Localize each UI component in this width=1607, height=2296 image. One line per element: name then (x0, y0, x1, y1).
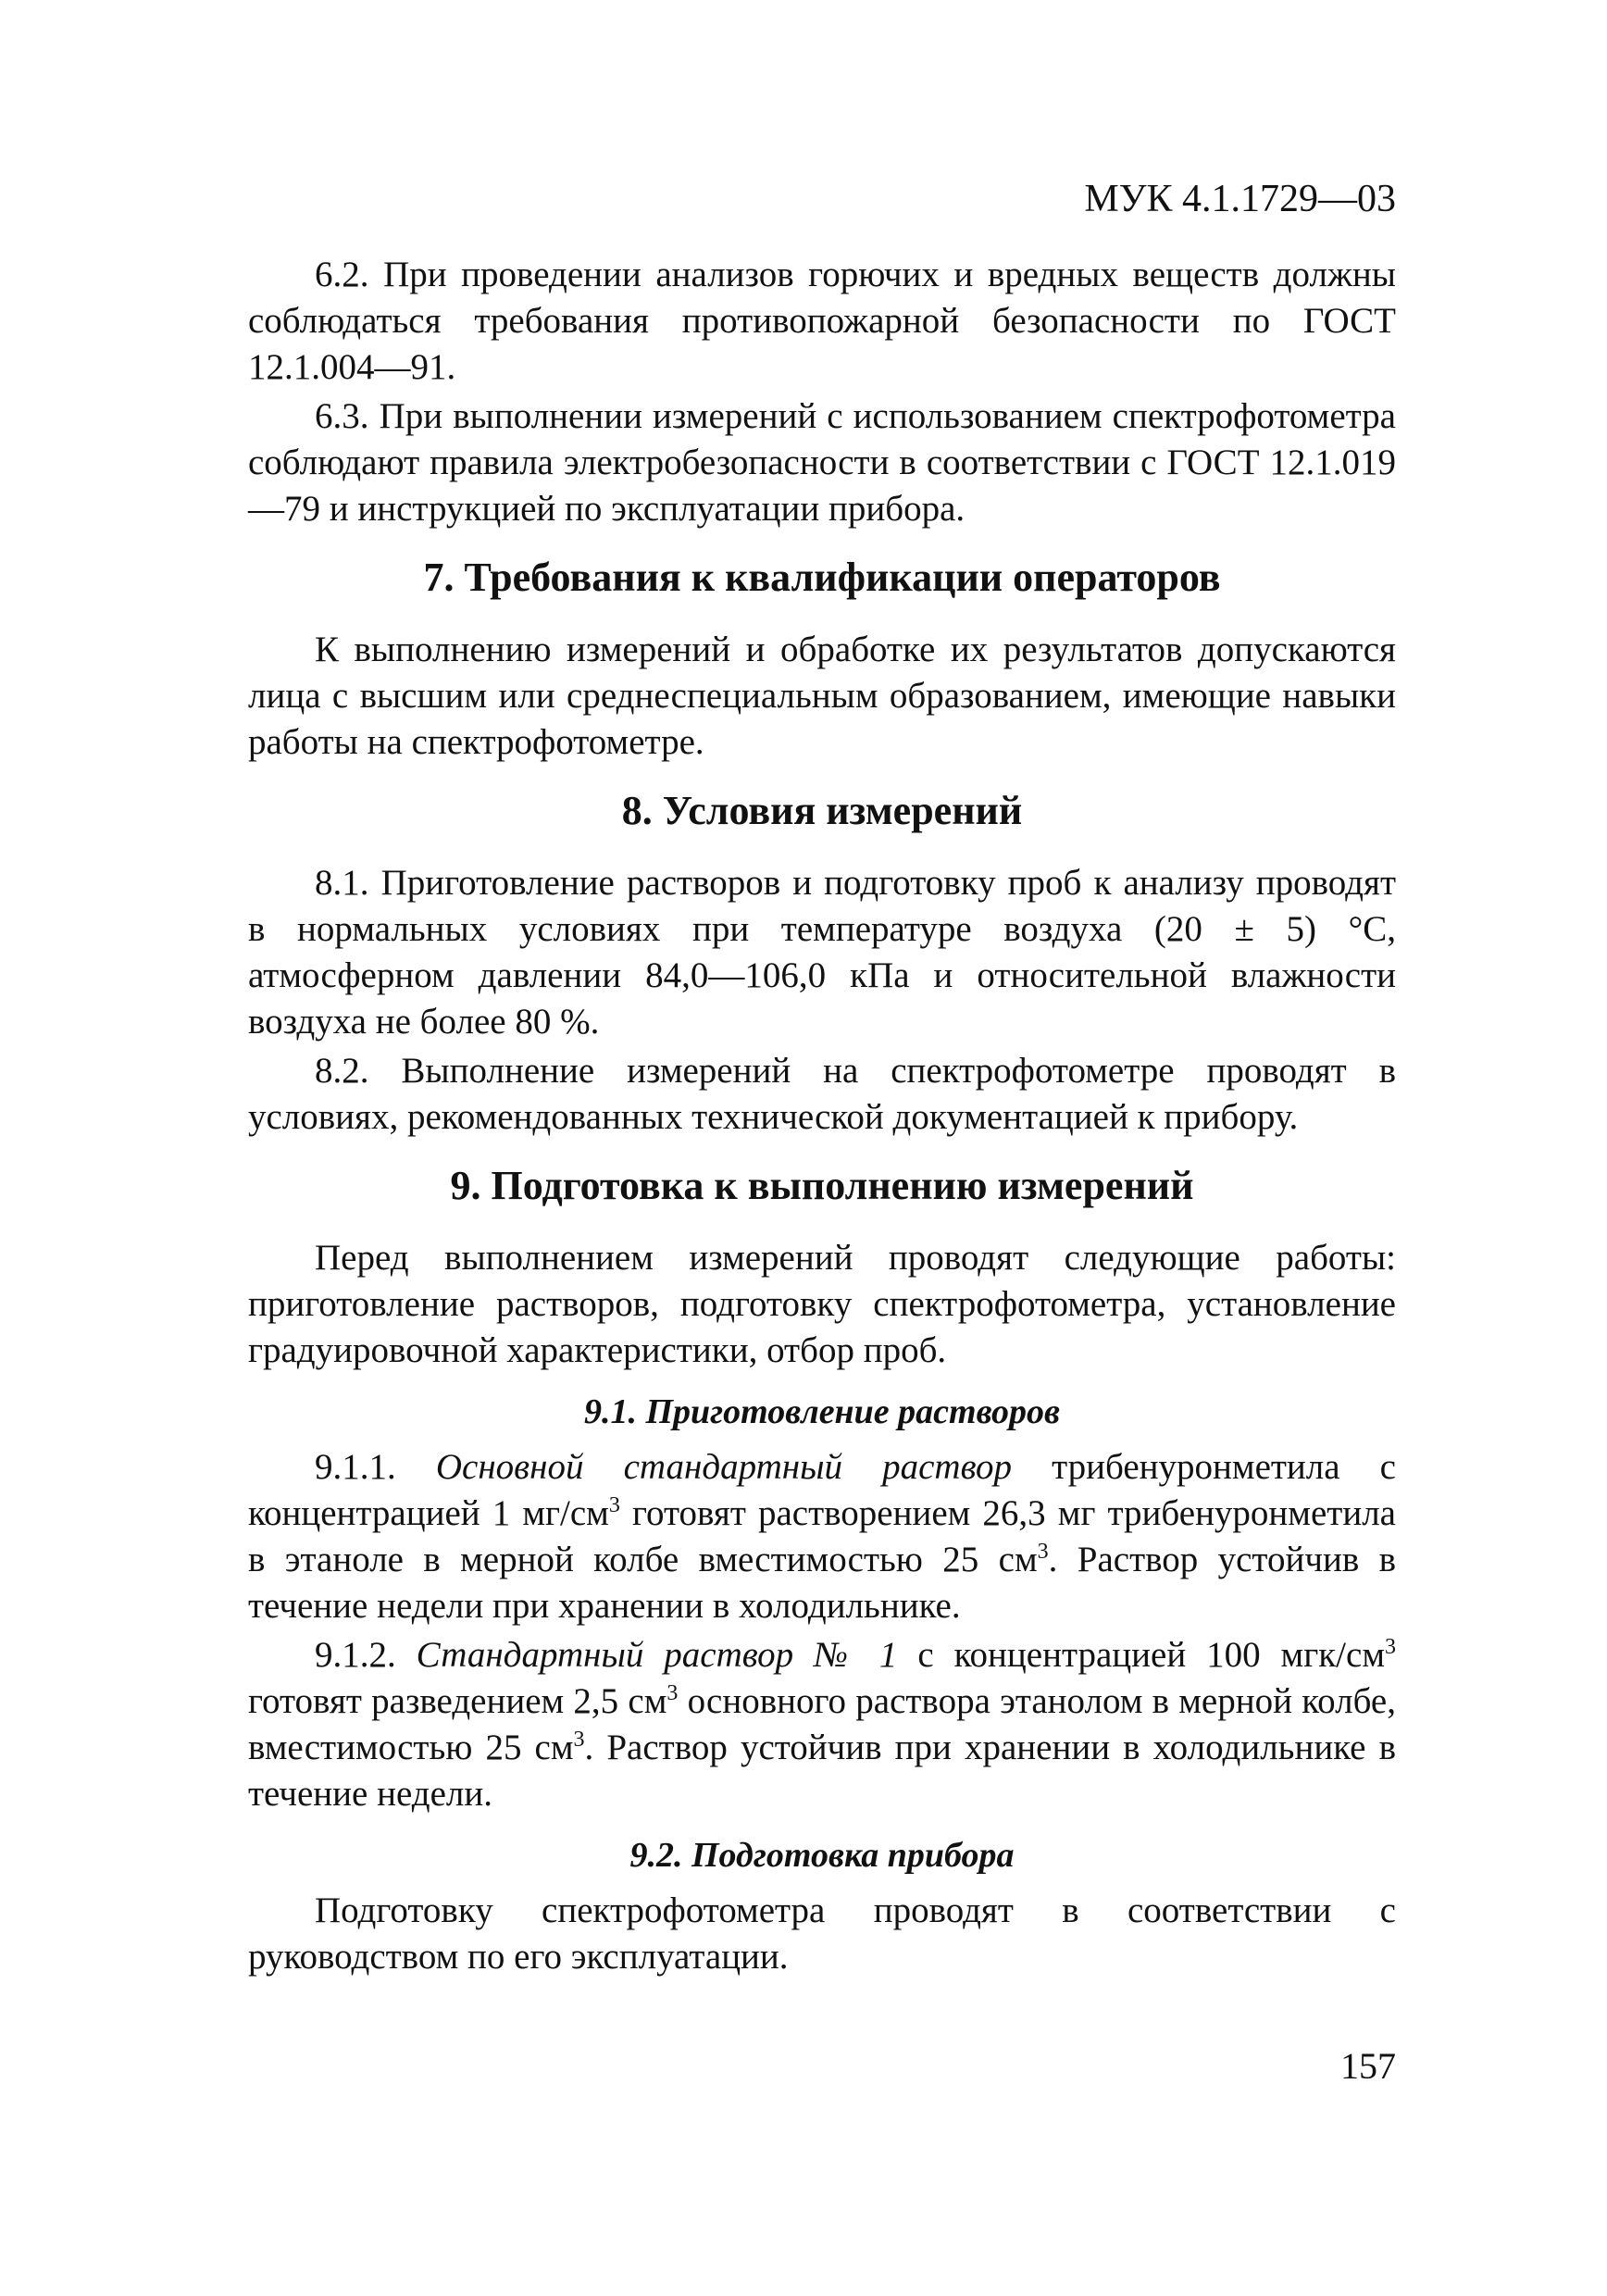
paragraph-number: 9.1.2. (315, 1635, 417, 1675)
paragraph-text: основного раствора этанолом в мерной колбе, вместимостью 25 см (248, 1681, 1396, 1767)
paragraph-8-2: 8.2. Выполнение измерений на спектрофотометре проводят в условиях, рекомендованных технической документацией к прибору. (248, 1051, 1396, 1137)
paragraph-6-3: 6.3. При выполнении измерений с использованием спектрофотометра соблюдают правила электробезопасности в соответствии с ГОСТ 12.1.019—79 и инструкцией по эксплуатации прибора. (248, 396, 1396, 529)
document-code: МУК 4.1.1729—03 (1084, 178, 1396, 220)
paragraph-text: . Раствор устойчив в течение недели при хранении в холодильнике. (248, 1540, 1396, 1626)
paragraph-number: 9.1.1. (315, 1447, 436, 1487)
paragraph-6-2: 6.2. При проведении анализов горючих и вредных веществ должны соблюдаться требования противопожарной безопасности по ГОСТ 12.1.004—91. (248, 255, 1396, 387)
italic-term: Стандартный раствор № 1 (416, 1635, 898, 1675)
paragraph-9-1-2 (248, 1632, 1396, 1817)
paragraph-text: трибенуронметила с концентрацией 1 мг/см (248, 1447, 1396, 1533)
paragraph-8-1: 8.1. Приготовление растворов и подготовку проб к анализу проводят в нормальных условиях при температуре воздуха (20 ± 5) °С, атмосферном давлении 84,0—106,0 кПа и относительной влажности воздуха не более 80 %. (248, 863, 1396, 1042)
paragraph-9-1-1 (248, 1444, 1396, 1629)
superscript: 3 (1385, 1635, 1396, 1659)
superscript: 3 (608, 1493, 620, 1517)
italic-term: Основной стандартный раствор (435, 1447, 1013, 1487)
paragraph-text: с концентрацией 100 мгк/см (897, 1635, 1385, 1675)
subsection-9-2-heading: 9.2. Подготовка прибора (629, 1836, 1015, 1875)
subsection-9-1-heading: 9.1. Приготовление растворов (583, 1392, 1061, 1431)
section-7-heading: 7. Требования к квалификации операторов (423, 555, 1221, 600)
document-page (248, 176, 1396, 1983)
section-9-heading: 9. Подготовка к выполнению измерений (450, 1163, 1194, 1208)
paragraph-text: . Раствор устойчив при хранении в холодильнике в течение недели. (248, 1728, 1396, 1814)
superscript: 3 (1037, 1540, 1049, 1564)
page-number: 157 (1340, 2045, 1396, 2087)
section-7-paragraph: К выполнению измерений и обработке их результатов допускаются лица с высшим или среднеспециальным образованием, имеющие навыки работы на спектрофотометре. (248, 630, 1396, 762)
section-8-heading: 8. Условия измерений (621, 788, 1023, 833)
paragraph-9-2: Подготовку спектрофотометра проводят в соответствии с руководством по его эксплуатации. (248, 1890, 1396, 1977)
paragraph-text: готовят разведением 2,5 см (248, 1681, 667, 1721)
section-9-intro: Перед выполнением измерений проводят следующие работы: приготовление растворов, подготовку спектрофотометра, установление градуировочной характеристики, отбор проб. (248, 1238, 1396, 1370)
superscript: 3 (573, 1728, 585, 1752)
superscript: 3 (666, 1681, 679, 1705)
paragraph-text: готовят растворением 26,3 мг трибенуронметила в этаноле в мерной колбе вместимостью 25 см (248, 1493, 1396, 1579)
